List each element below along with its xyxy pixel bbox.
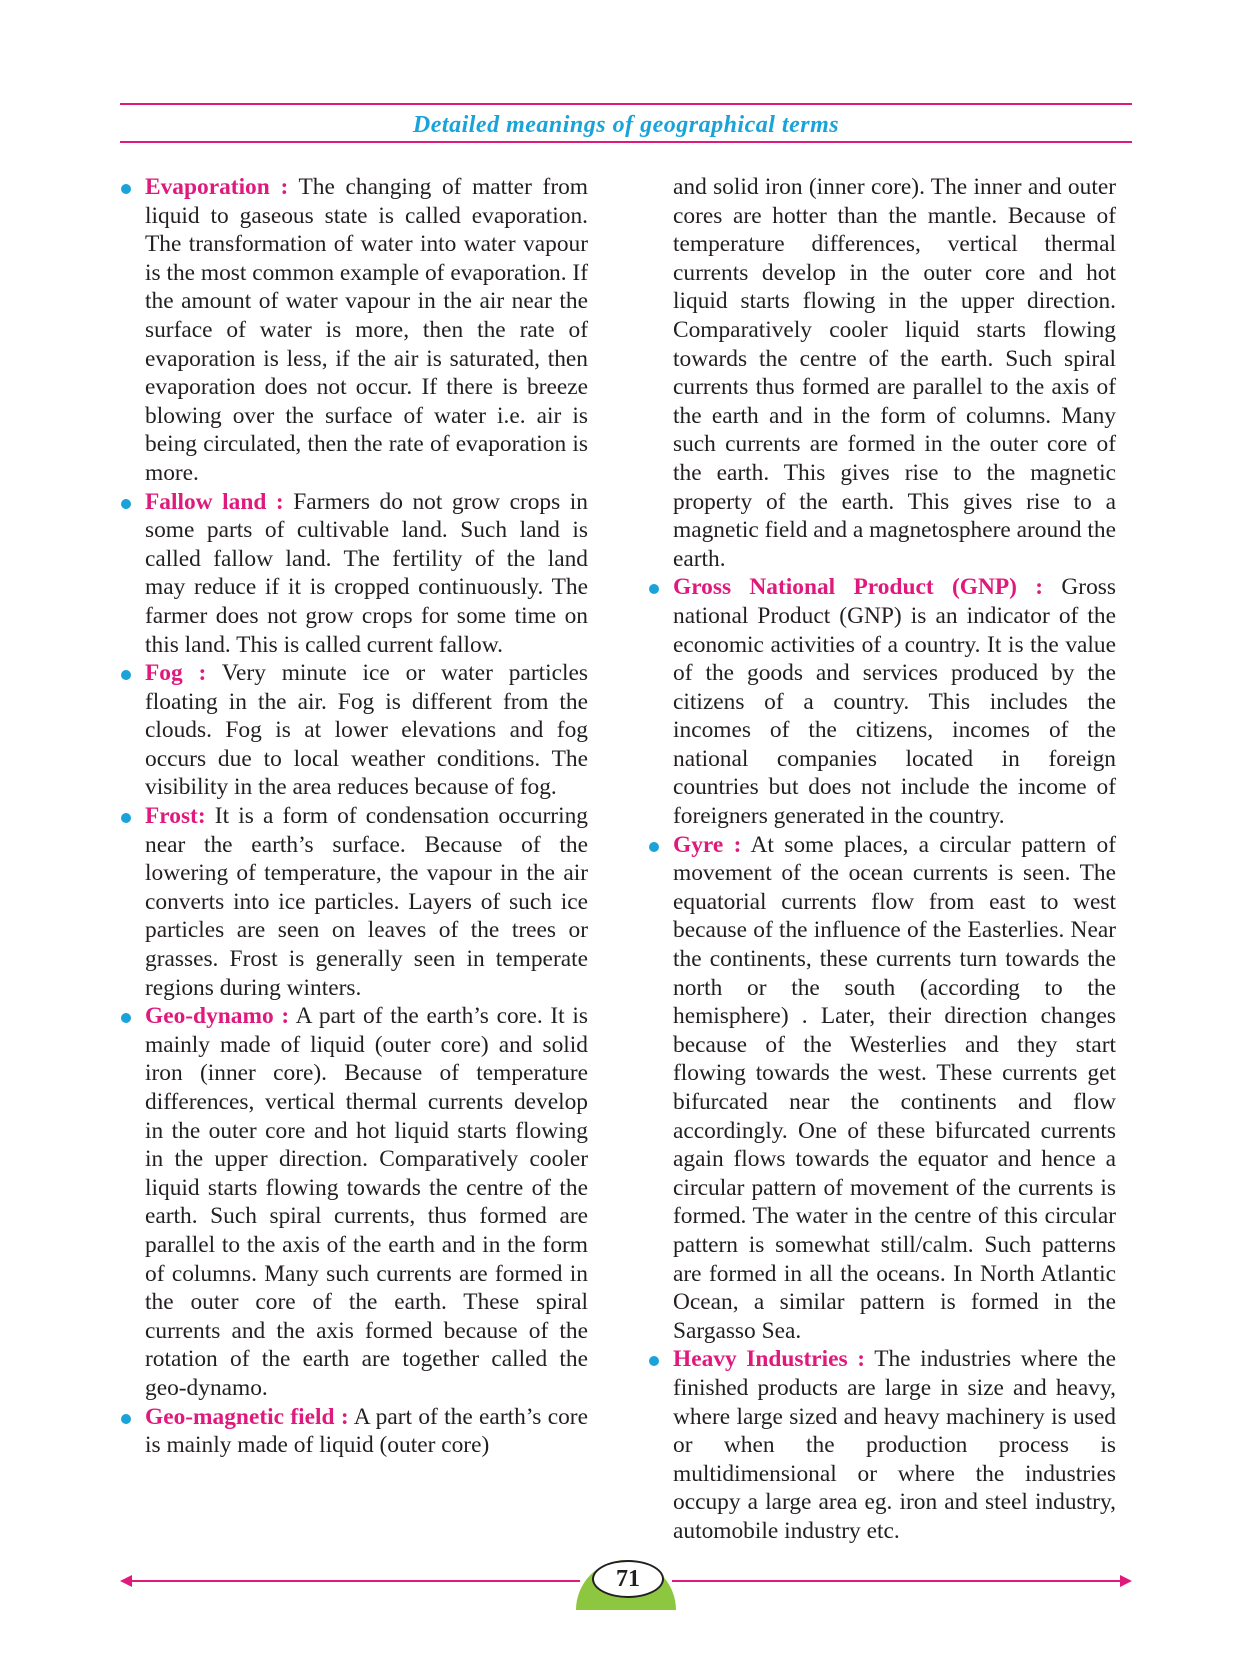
term-definition: Farmers do not grow crops in some parts of cultivable land. Such land is called fallow land. The fertility of the land may reduce if it is cropped continuously. The farmer does not grow crops for some time on this land. This is called current fallow. [145,488,588,658]
arrow-left-icon [120,1575,132,1587]
term-definition: Gross national Product (GNP) is an indicator of the economic activities of a country. It is the value of the goods and services produced by the citizens of a country. This includes the incomes of the citizens, incomes of the national companies located in foreign countries but does not include the income of foreigners generated in the country. [673,574,1116,830]
entry-fog [120,659,588,802]
page-number: 71 [592,1560,664,1598]
term-definition: Very minute ice or water particles floating in the air. Fog is different from the clouds. Fog is at lower elevations and fog occurs due to local weather conditions. The visibility in the area reduces because of fog. [145,660,588,801]
footer-rule-left [130,1580,580,1582]
term-label: Evaporation : [145,174,289,200]
term-label: Geo-dynamo : [145,1003,290,1030]
left-column [120,173,588,1460]
bullet-icon [121,499,131,509]
entry-heavy-industries [648,1345,1116,1545]
term-definition: The changing of matter from liquid to gaseous state is called evaporation. The transformation of water into water vapour is the most common example of evaporation. If the amount of water vapour in the air near the surface of water is more, then the rate of evaporation is less, if the air is saturated, then evaporation does not occur. If there is breeze blowing over the surface of water i.e. air is being circulated, then the rate of evaporation is more. [145,174,589,486]
bullet-icon [649,1356,659,1366]
entry-frost [120,802,588,1002]
footer-rule-right [672,1580,1122,1582]
term-label: Gyre : [673,831,742,858]
term-definition: A part of the earth’s core. It is mainly made of liquid (outer core) and solid iron (inner core). Because of temperature differences, vertical thermal currents develop in the outer core and hot liquid starts flowing in the upper direction. Comparatively cooler liquid starts flowing towards the centre of the earth. Such spiral currents, thus formed are parallel to the axis of the earth and in the form of columns. Many such currents are formed in the outer core of the earth. These spiral currents and the axis formed because of the rotation of the earth are together called the geo-dynamo. [145,1003,589,1401]
bullet-icon [649,584,659,594]
bullet-icon [121,670,131,680]
header-top-rule [120,103,1132,105]
geo-magnetic-continued: and solid iron (inner core). The inner and outer cores are hotter than the mantle. Because of temperature differences, vertical thermal currents develop in the outer core and hot liquid starts flowing in the upper direction. Comparatively cooler liquid starts flowing towards the centre of the earth. Such spiral currents thus formed are parallel to the axis of the earth and in the form of columns. Many such currents are formed in the outer core of the earth. This gives rise to the magnetic property of the earth. This gives rise to a magnetic field and a magnetosphere around the earth. [673,174,1116,572]
arrow-right-icon [1120,1575,1132,1587]
term-label: Heavy Industries : [673,1346,866,1373]
term-label: Fallow land : [145,488,284,515]
term-definition: It is a form of condensation occurring near the earth’s surface. Because of the lowering of temperature, the vapour in the air converts into ice particles. Layers of such ice particles are seen on leaves of the trees or grasses. Frost is generally seen in temperate regions during winters. [145,803,588,1001]
entry-gyre [648,831,1116,1346]
header-bottom-rule [120,141,1132,143]
bullet-icon [121,1013,131,1023]
bullet-icon [649,842,659,852]
term-definition: At some places, a circular pattern of movement of the ocean currents is seen. The equatorial currents flow from east to west because of the influence of the Easterlies. Near the continents, these currents turn towards the north or the south (according to the hemisphere) . Later, their direction changes because of the Westerlies and they start flowing towards the west. These currents get bifurcated near the continents and flow accordingly. One of these bifurcated currents again flows towards the equator and hence a circular pattern of movement of the currents is formed. The water in the centre of this circular pattern is somewhat still/calm. Such patterns are formed in all the oceans. In North Atlantic Ocean, a similar pattern is formed in the Sargasso Sea. [673,831,1117,1344]
term-label: Gross National Product (GNP) : [673,574,1044,601]
bullet-icon [121,1414,131,1424]
bullet-icon [121,184,131,194]
term-label: Fog : [145,660,207,687]
entry-fallow-land [120,488,588,660]
term-label: Geo-magnetic field : [145,1403,349,1430]
term-label: Frost: [145,803,206,830]
entry-gnp [648,573,1116,830]
term-definition: A part of the earth’s core is mainly made of liquid (outer core) [145,1403,588,1459]
right-column [648,173,1116,1546]
entry-geo-dynamo [120,1002,588,1402]
term-definition: The industries where the finished products are large in size and heavy, where large sized and heavy machinery is used or when the production process is multidimensional or where the industries occupy a large area eg. iron and steel industry, automobile industry etc. [673,1346,1116,1544]
bullet-icon [121,813,131,823]
entry-geo-magnetic-field [120,1403,588,1460]
entry-evaporation [120,173,588,488]
header-title: Detailed meanings of geographical terms [412,112,840,138]
